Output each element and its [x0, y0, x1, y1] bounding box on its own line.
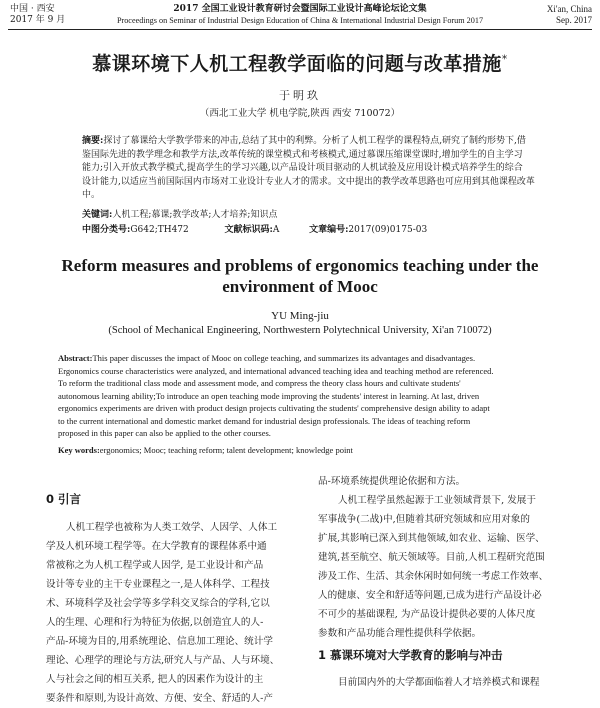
- section-1-heading: 1 慕课环境对大学教育的影响与冲击: [318, 648, 503, 662]
- author-en: YU Ming-jiu: [271, 310, 329, 322]
- abstract-en-line: This paper discusses the impact of Mooc on college teaching, and summarizes its advantages and disadvantages.: [92, 353, 476, 363]
- header-right: [520, 4, 592, 26]
- abstract-zh-line: 中。: [82, 190, 101, 200]
- keywords-en: [58, 444, 558, 457]
- page-title: [0, 49, 600, 76]
- body-line: 品-环境系统提供理论依据和方法。: [318, 476, 466, 487]
- doc-code-value: A: [272, 225, 280, 235]
- abstract-en-line: to the current international and domestic market demand for industrial design professionals. The ideas of teaching reform: [58, 415, 471, 426]
- body-line: 人的生理、心理和行为特征为依据,以创造宜人的人-: [46, 617, 264, 628]
- abstract-en-line: ergonomics experiments are driven with product design projects cultivating the students' comprehensive design ability to adapt: [58, 403, 490, 413]
- section-0-heading: 0 引言: [46, 492, 82, 506]
- header-proceedings-zh: 2017 全国工业设计教育研讨会暨国际工业设计高峰论坛论文集: [173, 4, 427, 14]
- body-line: 常被称之为人机工程学或人因学, 是工业设计和产品: [46, 560, 264, 571]
- body-line: 术、环境科学及社会学等多学科交叉综合的学科,它以: [46, 598, 270, 609]
- header-city: Xi'an, China: [546, 4, 592, 14]
- article-number-label: 文章编号:: [309, 225, 349, 235]
- header-left: [10, 4, 65, 26]
- header-place: 中国 · 西安: [10, 4, 55, 14]
- body-line: 人的健康、安全和舒适等问题,已成为进行产品设计必: [318, 590, 542, 601]
- body-line: 产品-环境为目的,用系统理论、信息加工理论、统计学: [46, 636, 273, 647]
- abstract-zh-line: 探讨了慕课给大学教学带来的冲击,总结了其中的利弊。分析了人机工程学的课程特点,研究了制约形势下,借: [103, 136, 526, 146]
- abstract-zh-line: 能力;引入开放式教学模式,提高学生的学习兴趣,以产品设计项目驱动的人机试验及应用设计模式培养学生的综合: [82, 163, 523, 173]
- clc-value: G642;TH472: [130, 225, 189, 235]
- abstract-en-line: Ergonomics course characteristics were analyzed, and international advanced teaching idea and teaching method are referenced.: [58, 365, 494, 376]
- keywords-en-text: ergonomics; Mooc; teaching reform; talent development; knowledge point: [99, 445, 353, 455]
- header-center: [95, 4, 505, 26]
- abstract-zh: [82, 135, 535, 203]
- body-line: 建筑,甚至航空、航天领域等。目前,人机工程研究范围: [318, 552, 545, 563]
- body-line: 目前国内外的大学都面临着人才培养模式和课程: [338, 677, 540, 688]
- header-proceedings-en: Proceedings on Seminar of Industrial Design Education of China & International Industrial Design Forum 2017: [116, 16, 484, 25]
- abstract-en: [58, 352, 558, 440]
- affiliation-en: (School of Mechanical Engineering, Northwestern Polytechnical University, Xi'an 710072): [108, 325, 492, 336]
- body-line: 要条件和原则,为设计高效、方便、安全、舒适的人-产: [46, 693, 273, 704]
- title-footnote-mark: *: [501, 52, 508, 66]
- body-line: 人机工程学也被称为人类工效学、人因学、人体工: [66, 522, 278, 533]
- abstract-en-line: autonomous learning ability;To introduce an open teaching mode improving the students' interest in learning. At last, driven: [58, 390, 480, 401]
- keywords-zh-label: 关键词:: [82, 210, 113, 220]
- body-line: 理论、心理学的理论与方法,研究人与产品、人与环境、: [46, 655, 280, 666]
- title-zh: 慕课环境下人机工程教学面临的问题与改革措施: [92, 53, 502, 75]
- header-month: Sep. 2017: [556, 15, 592, 25]
- body-line: 学及人机环境工程学等。在大学教育的课程体系中通: [46, 541, 267, 552]
- body-line: 人机工程学虽然起源于工业领域背景下, 发展于: [338, 495, 536, 506]
- body-line: 涉及工作、生活、其余休闲时如何统一考虑工作效率、: [318, 571, 549, 582]
- title-en-line: environment of Mooc: [222, 277, 378, 296]
- right-column-body: [318, 472, 572, 643]
- abstract-zh-line: 设计能力,以适应当前国际国内市场对工业设计专业人才的需求。文中提出的教学改革思路也可应用到其他课程改革: [82, 176, 535, 187]
- title-en-line: Reform measures and problems of ergonomics teaching under the: [61, 256, 539, 275]
- body-line: 参数和产品功能合理性提供科学依据。: [318, 628, 482, 639]
- author-zh: 于明玖: [279, 89, 321, 102]
- body-line: 扩展,其影响已深入到其他领域,如农业、运输、医学、: [318, 533, 545, 544]
- section-1-body: [318, 673, 572, 692]
- classification-line: [82, 224, 528, 238]
- abstract-zh-line: 鉴国际先进的教学理念和教学方法,改革传统的课堂模式和考核模式,通过慕课压缩课堂课时,增加学生的自主学习: [82, 149, 523, 160]
- header-rule: [8, 29, 592, 30]
- body-line: 军事战争(二战)中,但随着其研究领域和应用对象的: [318, 514, 531, 525]
- header-date: 2017 年 9 月: [10, 15, 66, 25]
- body-line: 人与社会之间的相互关系, 把人的因素作为设计的主: [46, 674, 264, 685]
- abstract-zh-label: 摘要:: [82, 136, 104, 146]
- body-line: 设计等专业的主干专业课程之一,是人体科学、工程技: [46, 579, 270, 590]
- abstract-en-label: Abstract:: [58, 353, 93, 363]
- keywords-zh-text: 人机工程;慕课;教学改革;人才培养;知识点: [112, 210, 278, 220]
- article-number-value: 2017(09)0175-03: [348, 225, 428, 235]
- affiliation-zh: （西北工业大学 机电学院,陕西 西安 710072）: [199, 108, 401, 119]
- doc-code-label: 文献标识码:: [224, 225, 273, 235]
- clc-label: 中图分类号:: [82, 225, 131, 235]
- keywords-zh: [82, 209, 528, 223]
- keywords-en-label: Key words:: [58, 445, 100, 455]
- abstract-en-line: proposed in this paper can also be applied to the other courses.: [58, 428, 271, 438]
- body-line: 不可少的基础课程, 为产品设计提供必要的人体尺度: [318, 609, 536, 620]
- title-en: [60, 255, 540, 297]
- abstract-en-line: To reform the traditional class mode and assessment mode, and compress the theory class hours and cultivate students': [58, 378, 461, 388]
- section-0-body: [46, 518, 298, 708]
